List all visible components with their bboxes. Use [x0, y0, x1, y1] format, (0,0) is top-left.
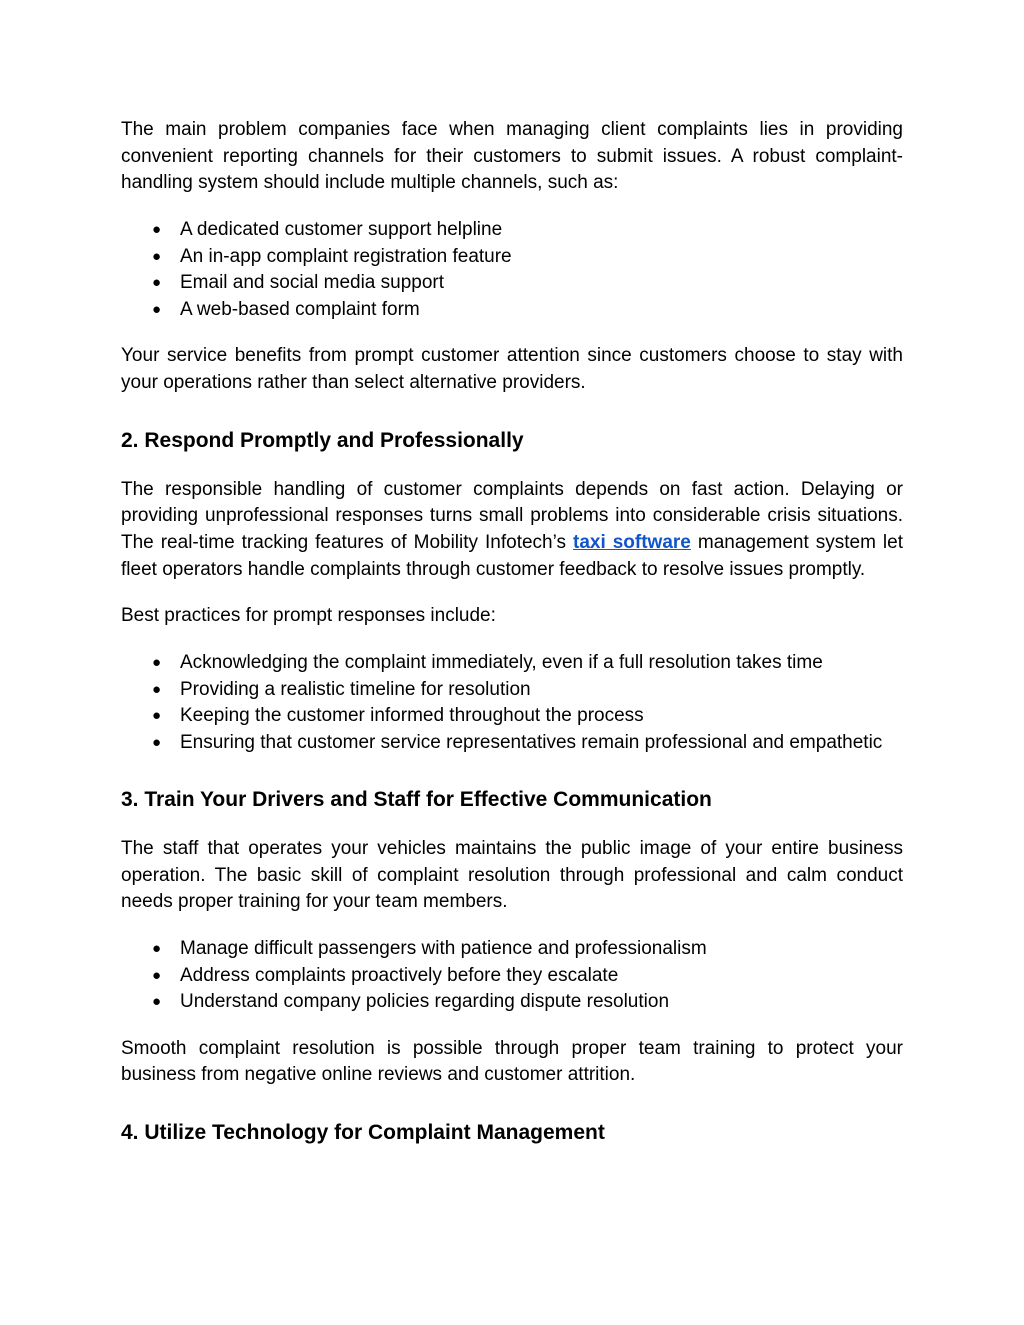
- bullet-icon: ●: [152, 993, 162, 1011]
- practices-intro: Best practices for prompt responses include:: [121, 605, 496, 627]
- list-item: ● A web-based complaint form: [121, 297, 903, 324]
- practices-list: [121, 650, 903, 756]
- section-3-closing-paragraph: Smooth complaint resolution is possible through proper team training to protect your business from negative online reviews and customer attrition.: [121, 1037, 903, 1086]
- intro-closing-paragraph: Your service benefits from prompt customer attention since customers choose to stay with your operations rather than select alternative providers.: [121, 345, 903, 393]
- section-2-paragraph: The responsible handling of customer complaints depends on fast action. Delaying or providing unprofessional responses turns small problems into considerable crisis situations. The real-time tracking features of Mobility Infotech’s taxi software management system let fleet operators handle complaints through customer feedback to resolve issues promptly.: [121, 478, 903, 580]
- list-item: ● Understand company policies regarding dispute resolution: [121, 989, 903, 1016]
- channels-list: [121, 217, 903, 323]
- section-3-heading: 3. Train Your Drivers and Staff for Effective Communication: [121, 788, 712, 812]
- bullet-icon: ●: [152, 680, 162, 698]
- bullet-icon: ●: [152, 274, 162, 292]
- bullet-icon: ●: [152, 940, 162, 958]
- skills-list: [121, 936, 903, 1016]
- list-item: ● Keeping the customer informed throughout the process: [121, 703, 903, 730]
- list-item: ● Email and social media support: [121, 270, 903, 297]
- list-item: ● Manage difficult passengers with patience and professionalism: [121, 936, 903, 963]
- bullet-icon: ●: [152, 707, 162, 725]
- bullet-icon: ●: [152, 733, 162, 751]
- taxi-software-link[interactable]: taxi software: [573, 531, 691, 553]
- intro-paragraph: The main problem companies face when managing client complaints lies in providing convenient reporting channels for their customers to submit issues. A robust complaint-handling system should include multiple channels, such as:: [121, 119, 903, 194]
- list-item: ● Address complaints proactively before they escalate: [121, 963, 903, 990]
- bullet-icon: ●: [152, 221, 162, 239]
- bullet-icon: ●: [152, 300, 162, 318]
- list-item: ● An in-app complaint registration feature: [121, 244, 903, 271]
- list-item: ● Ensuring that customer service representatives remain professional and empathetic: [121, 730, 903, 757]
- section-3-paragraph: The staff that operates your vehicles maintains the public image of your entire business operation. The basic skill of complaint resolution through professional and calm conduct needs proper training for your team members.: [121, 838, 903, 913]
- bullet-icon: ●: [152, 247, 162, 265]
- list-item: ● Acknowledging the complaint immediately, even if a full resolution takes time: [121, 650, 903, 677]
- bullet-icon: ●: [152, 966, 162, 984]
- list-item: ● A dedicated customer support helpline: [121, 217, 903, 244]
- list-item: ● Providing a realistic timeline for resolution: [121, 677, 903, 704]
- section-2-heading: 2. Respond Promptly and Professionally: [121, 428, 524, 452]
- section-4-heading: 4. Utilize Technology for Complaint Management: [121, 1121, 605, 1145]
- bullet-icon: ●: [152, 654, 162, 672]
